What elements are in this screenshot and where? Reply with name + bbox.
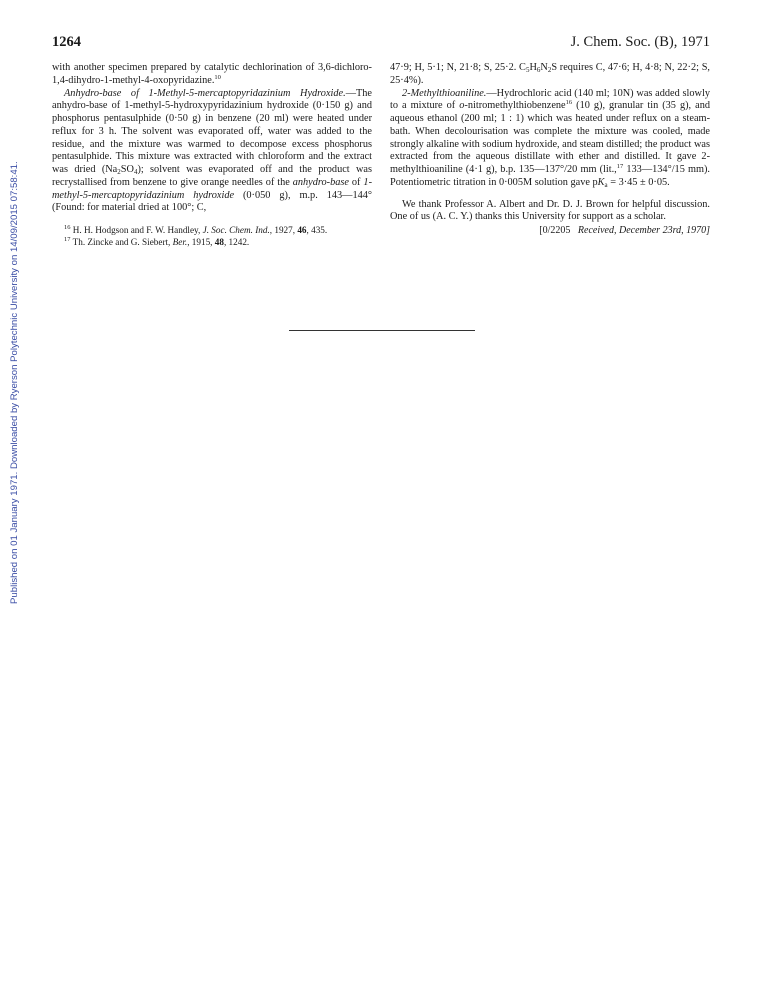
left-paragraph-2: Anhydro-base of 1-Methyl-5-mercaptopyridazinium Hydroxide.—The anhydro-base of 1-methyl-5-hydroxypyridazinium hydroxide (0·150 g) and phosphorus pentasulphide (0·50 g) in benzene (20 ml) were heated under reflux for 3 h. The solvent was evaporated off, water was added to the residue, and the mixture was warmed to decompose excess phosphorus pentasulphide. This mixture was extracted with chloroform and the extract was dried $(Na_2SO_4)$; solvent was evaporated off and the product was recrystallised from benzene to give orange needles of the anhydro-base of 1-methyl-5-mercaptopyridazinium hydroxide (0·050 g), m.p. 143—144° (Found: for material dried at 100°; C, xyxy=(52,87,373,214)
right-column xyxy=(390,62,710,238)
page-header xyxy=(52,34,710,54)
citation-ref-17[interactable]: 17 xyxy=(616,163,624,170)
left-column xyxy=(52,62,372,248)
footnotes xyxy=(52,225,372,248)
section-title-methylthioaniline: 2-Methylthioaniline. xyxy=(402,87,487,99)
end-rule xyxy=(289,330,475,331)
citation-ref-16[interactable]: 16 xyxy=(565,99,573,107)
footnote-17: $^{17}$ Th. Zincke and G. Siebert, Ber., 1915, 48, 1242. xyxy=(64,235,250,247)
right-paragraph-2: 2-Methylthioaniline.—Hydrochloric acid (140 ml; 10N) was added slowly to a mixture of o-nitromethylthiobenzene$^{16}$ (10 g), granular tin (35 g), and aqueous ethanol (200 ml; 1 : 1) which was heated under reflux on a steam-bath. When decolourisation was complete the mixture was cooled, made strongly alkaline with sodium hydroxide, and steam distilled; the product was extracted from the aqueous distillate with ether and distilled. It gave 2-methylthioaniline (4·1 g), b.p. 135—137°/20 mm (lit.,$^{17}$ 133—134°/15 mm). Potentiometric titration in 0·005M solution gave $pK_a = 3\cdot 45 \pm 0\cdot 05$. xyxy=(390,87,711,189)
page-number: 1264 xyxy=(52,34,81,50)
left-paragraph-1: with another specimen prepared by catalytic dechlorination of 3,6-dichloro-1,4-dihydro-1-methyl-4-oxopyridazine.$^{10}$ xyxy=(52,62,372,86)
right-paragraph-1: 47·9; H, 5·1; N, 21·8; S, 25·2. $C_5H_6N_2S$ requires C, 47·6; H, 4·8; N, 22·2; S, 25·4%). xyxy=(390,62,710,86)
footnote-16: $^{16}$ H. H. Hodgson and F. W. Handley, J. Soc. Chem. Ind., 1927, 46, 435. xyxy=(64,224,328,235)
received-line: [0/2205 Received, December 23rd, 1970] xyxy=(539,225,710,236)
journal-citation: J. Chem. Soc. (B), 1971 xyxy=(570,34,710,50)
download-watermark-text: Published on 01 January 1971. Downloaded by Ryerson Polytechnic University on 14/09/2015 07:58:41. xyxy=(9,161,20,604)
citation-ref-10[interactable]: 10 xyxy=(214,73,221,81)
acknowledgement-paragraph: We thank Professor A. Albert and Dr. D. J. Brown for helpful discussion. One of us (A. C. Y.) thanks this University for support as a scholar. xyxy=(390,198,710,223)
section-title-anhydro-base: Anhydro-base of 1-Methyl-5-mercaptopyridazinium Hydroxide. xyxy=(64,87,346,99)
